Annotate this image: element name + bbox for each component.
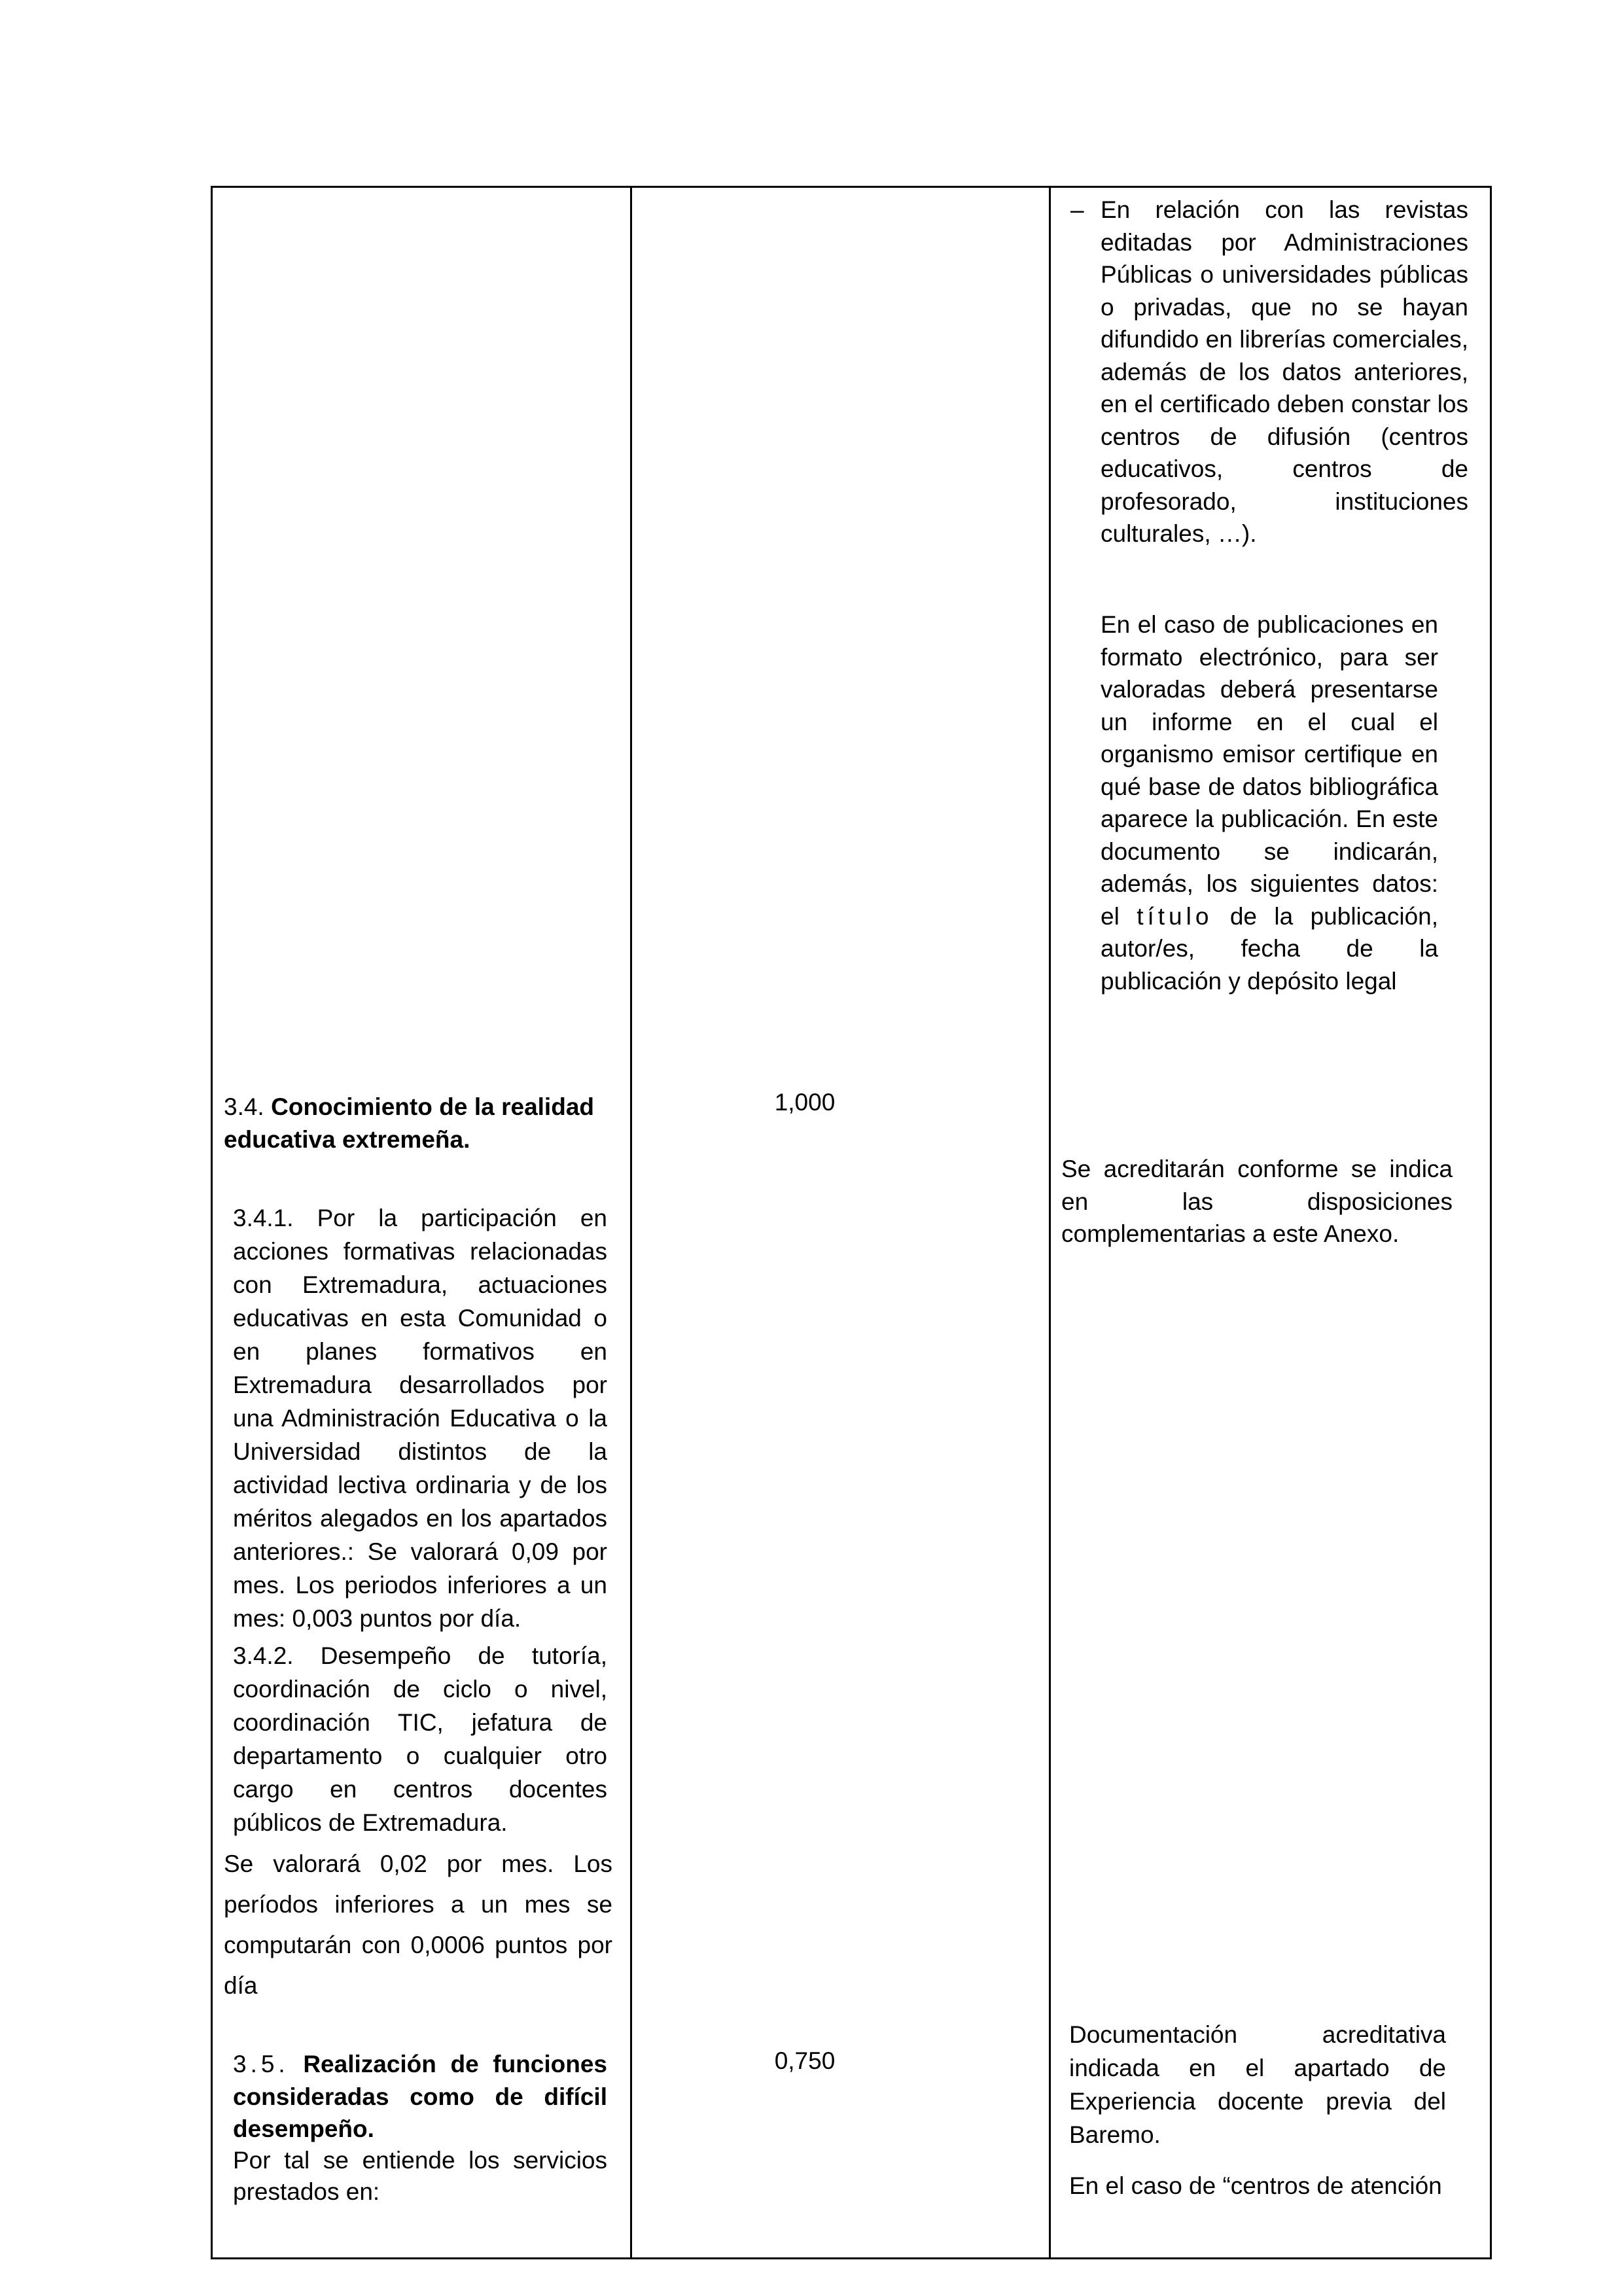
electronic-text-b: de la publicación, autor/es, fecha de la publicación y depósito legal bbox=[1101, 902, 1439, 995]
revistas-item bbox=[1070, 194, 1468, 550]
electronic-text-a: En el caso de publicaciones en formato electrónico, para ser valoradas deberá presentarse un informe en el cual el organismo emisor certifique en qué base de datos bibliográfica aparece la publicación. En este documento se indicarán, además, los siguientes datos: el bbox=[1101, 611, 1438, 930]
electronic-publications-paragraph bbox=[1101, 609, 1438, 997]
section-3-4-accreditation: Se acreditarán conforme se indica en las disposiciones complementarias a este Anexo. bbox=[1061, 1156, 1453, 1247]
column-divider-1 bbox=[630, 188, 632, 2257]
section-3-4-2-text: 3.4.2. Desempeño de tutoría, coordinación de ciclo o nivel, coordinación TIC, jefatura de departamento o cualquier otro cargo en centros docentes públicos de Extremadura. bbox=[233, 1642, 607, 1836]
section-3-4-heading bbox=[224, 1091, 594, 1156]
section-3-5-title: Realización de funciones consideradas como de difícil desempeño. bbox=[233, 2051, 607, 2142]
section-3-5-heading bbox=[233, 2048, 607, 2146]
section-3-5-accreditation-2: En el caso de “centros de atención bbox=[1069, 2172, 1442, 2199]
section-3-5-points: 0,750 bbox=[774, 2047, 836, 2074]
electronic-text-spaced: título bbox=[1137, 902, 1213, 930]
section-3-4-2-value: Se valorará 0,02 por mes. Los períodos inferiores a un mes se computarán con 0,0006 puntos por día bbox=[224, 1850, 612, 1999]
section-3-4-1-text: 3.4.1. Por la participación en acciones formativas relacionadas con Extremadura, actuaciones educativas en esta Comunidad o en planes formativos en Extremadura desarrollados por una Administración Educativa o la Universidad distintos de la actividad lectiva ordinaria y de los méritos alegados en los apartados anteriores.: Se valorará 0,09 por mes. Los periodos inferiores a un mes: 0,003 puntos por día. bbox=[233, 1205, 607, 1632]
section-3-5-intro: Por tal se entiende los servicios prestados en: bbox=[233, 2147, 607, 2205]
section-3-5-number: 3.5. bbox=[233, 2051, 289, 2077]
section-3-4-number: 3.4. bbox=[224, 1093, 264, 1120]
section-3-4-title: Conocimiento de la realidad educativa extremeña. bbox=[224, 1093, 594, 1153]
column-divider-2 bbox=[1049, 188, 1051, 2257]
section-3-4-points: 1,000 bbox=[774, 1089, 836, 1116]
section-3-5-accreditation: Documentación acreditativa indicada en el apartado de Experiencia docente previa del Baremo. bbox=[1069, 2021, 1446, 2148]
revistas-text: En relación con las revistas editadas por Administraciones Públicas o universidades públicas o privadas, que no se hayan difundido en librerías comerciales, además de los datos anteriores, en el certificado deben constar los centros de difusión (centros educativos, centros de profesorado, instituciones culturales, …). bbox=[1101, 196, 1468, 547]
dash-bullet: – bbox=[1070, 196, 1084, 223]
